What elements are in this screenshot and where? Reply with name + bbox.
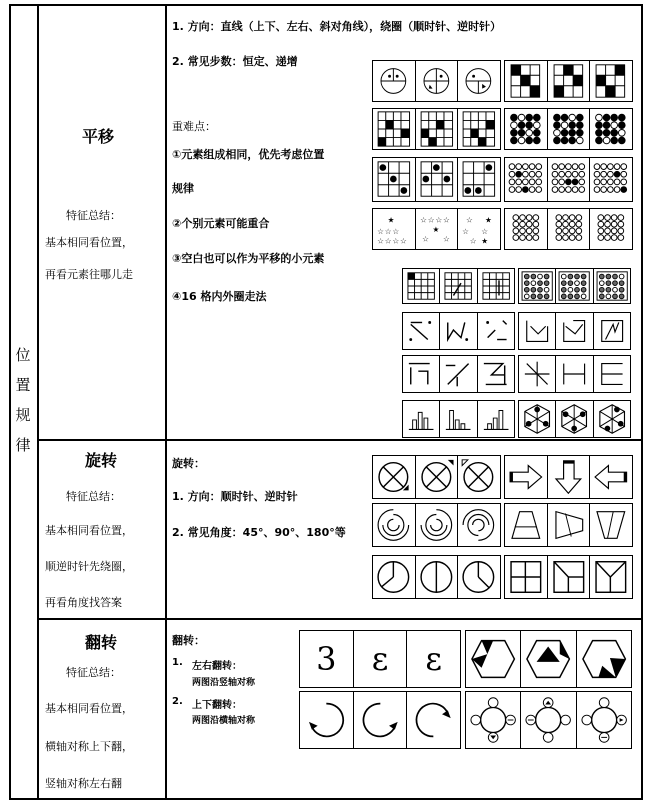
figure-flip-circle-arrows <box>299 691 461 749</box>
figure-hexagon-dots <box>518 400 631 438</box>
translation-difficulty-2: ②个别元素可能重合 <box>172 217 270 230</box>
flip-title: 翻转 <box>85 633 118 652</box>
category-label: 位置规律 <box>15 346 31 454</box>
figure-bar-shapes <box>402 400 515 438</box>
translation-difficulty-1b: 规律 <box>172 182 194 195</box>
svg-text:★: ★ <box>485 215 493 225</box>
translation-title: 平移 <box>82 127 115 146</box>
figure-circle-x <box>372 455 501 499</box>
svg-text:☆: ☆ <box>462 226 470 236</box>
svg-text:☆: ☆ <box>384 236 392 246</box>
figure-grid-dots <box>372 157 501 202</box>
svg-text:☆: ☆ <box>481 226 489 236</box>
svg-text:☆: ☆ <box>377 226 384 236</box>
table-border-right <box>641 4 643 799</box>
translation-feature-label: 特征总结： <box>66 209 121 222</box>
translation-feature-line-1: 基本相同看位置， <box>45 236 133 249</box>
figure-grid-blocks <box>504 60 633 102</box>
figure-clock-circles <box>372 555 501 599</box>
svg-text:☆: ☆ <box>400 236 407 246</box>
table-divider-col1 <box>37 4 39 799</box>
translation-difficulty-title: 重难点： <box>172 120 216 133</box>
svg-text:☆: ☆ <box>419 215 427 225</box>
rotation-title: 旋转 <box>85 451 118 470</box>
rotation-feature-line-1: 基本相同看位置， <box>45 524 133 537</box>
translation-difficulty-3: ③空白也可以作为平移的小元素 <box>172 252 325 265</box>
flip-item-1-desc: 两图沿竖轴对称 <box>192 678 256 688</box>
figure-circle-grid-overlap <box>504 208 633 250</box>
svg-text:☆: ☆ <box>421 234 429 244</box>
figure-sixteen-grid <box>402 268 515 304</box>
flip-item-2-number: 2. <box>172 696 183 707</box>
figure-circle-quarters <box>372 60 501 102</box>
translation-difficulty-4: ④16 格内外圈走法 <box>172 290 267 303</box>
figure-stars <box>372 208 501 250</box>
svg-text:☆: ☆ <box>466 215 474 225</box>
flip-item-1-number: 1. <box>172 657 183 668</box>
figure-flip-circle-nodes <box>465 691 632 749</box>
flip-feature-label: 特征总结： <box>66 666 121 679</box>
figure-concentric-arcs <box>372 503 501 547</box>
rotation-point-2: 2. 常见角度：45°、90°、180°等 <box>172 526 346 539</box>
flip-item-2-desc: 两图沿横轴对称 <box>192 716 256 726</box>
rotation-feature-line-2: 顺逆时针先绕圈， <box>45 560 133 573</box>
flip-glyph-3: ε <box>425 640 442 678</box>
table-divider-row2 <box>37 618 642 620</box>
table-border-top <box>9 4 643 6</box>
flip-feature-line-3: 竖轴对称左右翻 <box>45 777 122 790</box>
svg-text:★: ★ <box>432 224 440 234</box>
figure-flip-glyphs <box>299 630 461 688</box>
figure-folded-squares <box>518 312 631 350</box>
rotation-feature-line-3: 再看角度找答案 <box>45 596 122 609</box>
svg-text:☆: ☆ <box>442 215 450 225</box>
flip-feature-line-1: 基本相同看位置， <box>45 702 133 715</box>
flip-glyph-1: 3 <box>300 631 354 687</box>
svg-text:★: ★ <box>387 215 395 225</box>
table-border-left <box>9 4 11 799</box>
figure-trapezoids <box>504 503 633 547</box>
svg-text:★: ★ <box>481 236 489 246</box>
figure-square-divisions <box>504 555 633 599</box>
rotation-feature-label: 特征总结： <box>66 490 121 503</box>
svg-text:☆: ☆ <box>392 226 400 236</box>
flip-heading: 翻转： <box>172 634 205 647</box>
flip-item-2-title: 上下翻转： <box>192 700 242 711</box>
svg-text:☆: ☆ <box>435 215 442 225</box>
svg-text:☆: ☆ <box>392 236 400 246</box>
table-border-bottom <box>9 798 643 800</box>
figure-dot-matrix-sparse <box>504 157 633 202</box>
figure-cross-shapes <box>518 355 631 393</box>
figure-arrows <box>504 455 633 499</box>
table-divider-col2 <box>165 4 167 799</box>
rotation-point-1: 1. 方向：顺时针、逆时针 <box>172 490 298 503</box>
svg-text:☆: ☆ <box>427 215 435 225</box>
figure-dot-matrix-filled <box>504 108 633 150</box>
rotation-heading: 旋转： <box>172 457 205 470</box>
translation-point-2: 2. 常见步数：恒定、递增 <box>172 55 298 68</box>
translation-difficulty-1a: ①元素组成相同，优先考虑位置 <box>172 148 325 161</box>
flip-glyph-2: ε <box>354 631 408 687</box>
svg-text:☆: ☆ <box>377 236 384 246</box>
flip-feature-line-2: 横轴对称上下翻， <box>45 740 133 753</box>
translation-feature-line-2: 再看元素往哪儿走 <box>45 268 133 281</box>
figure-grid-small-squares <box>372 108 501 150</box>
figure-flip-hexagons <box>465 630 632 688</box>
translation-point-1: 1. 方向：直线（上下、左右、斜对角线），绕圈（顺时针、逆时针） <box>172 20 502 33</box>
flip-item-1-title: 左右翻转： <box>192 661 242 672</box>
svg-text:☆: ☆ <box>384 226 392 236</box>
svg-text:☆: ☆ <box>470 236 477 246</box>
figure-line-shapes <box>402 355 515 393</box>
table-divider-row1 <box>37 439 642 441</box>
figure-sixteen-grid-dots <box>518 268 631 304</box>
svg-text:☆: ☆ <box>442 234 450 244</box>
figure-dotted-lines <box>402 312 515 350</box>
